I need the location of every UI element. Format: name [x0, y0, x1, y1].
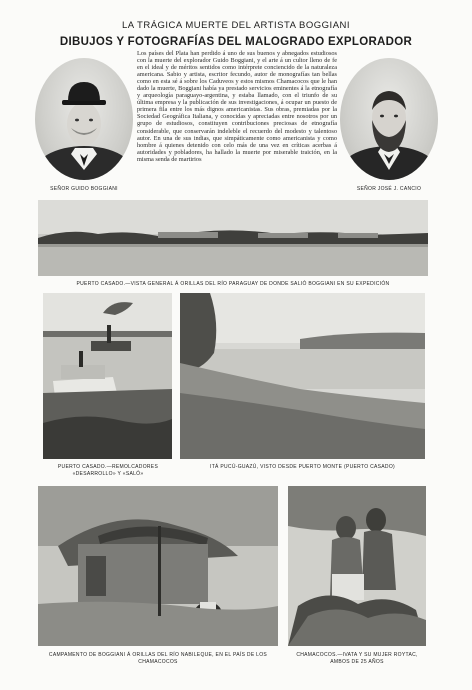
photo-ita-pucu-guazu	[180, 293, 425, 459]
caption-panorama: PUERTO CASADO.—VISTA GENERAL Á ORILLAS DEL RÍO PARAGUAY DE DONDE SALIÓ BOGGIANI EN SU EXPEDICIÓN	[76, 281, 390, 287]
photo-puerto-casado-panorama	[38, 200, 428, 276]
caption-left-portrait: SEÑOR GUIDO BOGGIANI	[50, 186, 118, 192]
portrait-jose-cancio	[340, 58, 438, 180]
section-kicker: LA TRÁGICA MUERTE DEL ARTISTA BOGGIANI	[121, 20, 351, 31]
photo-steamers	[43, 293, 172, 459]
portrait-guido-boggiani	[35, 58, 133, 180]
caption-right-portrait: SEÑOR JOSÉ J. CANCIO	[356, 186, 422, 192]
article-body: Los países del Plata han perdido á uno de sus buenos y abnegados estudiosos con la muerte del explorador Guido Boggiani, y el arte á un cultor lleno de fe en el ideal y de méritos sentidos como intérprete conciencido de la naturaleza americana. Sabio y artista, escritor fecundo, autor de monografías tan bellas como en esta sé á sobre los Caduveos y estos mismos Chamacocos que le han dado la muerte, Boggiani había ya prestado servicios eminentes á la etnografía y arqueología paraguayo-argentina, y estaba llamado, con el triunfo de su última empresa y la publicación de sus investigaciones, á ocupar un puesto de primera fila entre los más dignos americanistas. Sus obras, premiadas por la Sociedad Geográfica Italiana, y conocidas y apreciadas entre nosotros por un grupo de estudiosos, constituyen contribuciones preciosas de etnografía considerable, que conservarán indeleble el recuerdo del modesto y talentoso autor. En una de sus indias, que simpáticamente como americanista y como hombre á quienes detenido con celo más de una vez en críticas acerbas á autoridades y pobladores, ha hallado la muerte por miserable traición, en la misma senda de martirios	[137, 50, 337, 163]
caption-camp: CAMPAMENTO DE BOGGIANI Á ORILLAS DEL RÍO NABILEQUE, EN EL PAÍS DE LOS CHAMACOCOS	[48, 652, 268, 665]
photo-chamacocos	[288, 486, 426, 646]
caption-chamacocos: CHAMACOCOS.—IVATA Y SU MUJER ROYTAC, AMBOS DE 25 AÑOS	[296, 652, 418, 665]
page-title: DIBUJOS Y FOTOGRAFÍAS DEL MALOGRADO EXPLORADOR	[59, 36, 413, 48]
caption-river-view: ITÁ PUCÚ-GUAZÚ, VISTO DESDE PUERTO MONTE (PUERTO CASADO)	[210, 464, 395, 470]
caption-steamers: PUERTO CASADO.—REMOLCADORES «DESARROLLO» Y «SALÓ»	[57, 464, 159, 477]
photo-boggiani-camp	[38, 486, 278, 646]
